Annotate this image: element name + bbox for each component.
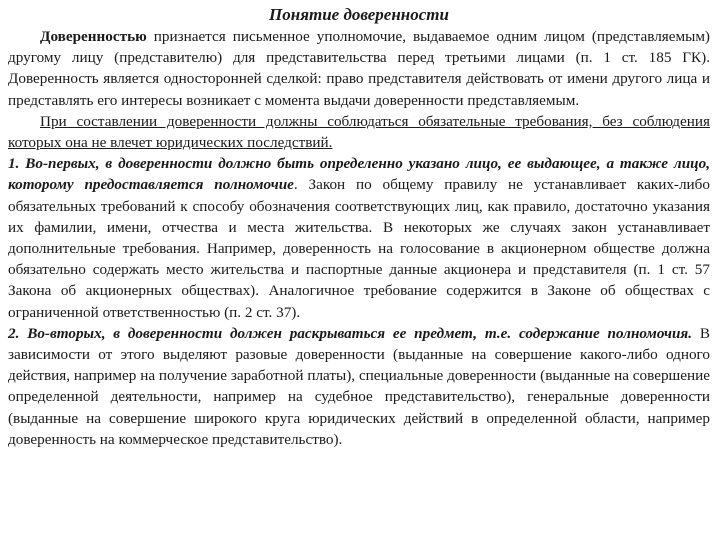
second-requirement-heading: 2. Во-вторых, в доверенности должен раскрываться ее предмет, т.е. содержание полномочия. xyxy=(8,324,693,342)
paragraph-requirements xyxy=(8,111,710,153)
document-title: Понятие доверенности xyxy=(269,5,449,24)
second-requirement-text: В зависимости от этого выделяют разовые доверенности (выданные на совершение какого-либо одного действия, например на получение заработной платы), специальные доверенности (выданные на совершение определенной деятельности, например на судебное представительство), генеральные доверенности (выданные на совершение широкого круга юридических действий в определенной области, например доверенность на коммерческое представительство). xyxy=(8,324,710,448)
first-requirement-text: . Закон по общему правилу не устанавливает каких-либо обязательных требований к способу обозначения соответствующих лиц, как правило, достаточно указания их фамилии, имени, отчества и места жительства. В некоторых же случаях закон устанавливает дополнительные требования. Например, доверенность на голосование в акционерном обществе должна обязательно содержать место жительства и паспортные данные акционера и представителя (п. 1 ст. 57 Закона об акционерных обществах). Аналогичное требование содержится в Законе об обществах с ограниченной ответственностью (п. 2 ст. 37). xyxy=(8,176,710,321)
definition-text: признается письменное уполномочие, выдаваемое одним лицом (представляемым) другому лицу (представителю) для представительства перед третьими лицами (п. 1 ст. 185 ГК). Доверенность является односторонней сделкой: право представителя действовать от имени другого лица и представлять его интересы возникает с момента выдачи доверенности представляемым. xyxy=(8,28,710,109)
paragraph-second-requirement xyxy=(8,323,710,450)
first-requirement-heading: 1. Во-первых, в доверенности должно быть определенно указано лицо, ее выдающее, а также лицо, которому предоставляется полномочие xyxy=(8,155,710,194)
paragraph-first-requirement xyxy=(8,153,710,323)
requirements-statement: При составлении доверенности должны соблюдаться обязательные требования, без соблюдения которых она не влечет юридических последствий. xyxy=(8,112,710,152)
defined-term: Доверенностью xyxy=(40,28,147,45)
paragraph-definition xyxy=(8,26,710,111)
